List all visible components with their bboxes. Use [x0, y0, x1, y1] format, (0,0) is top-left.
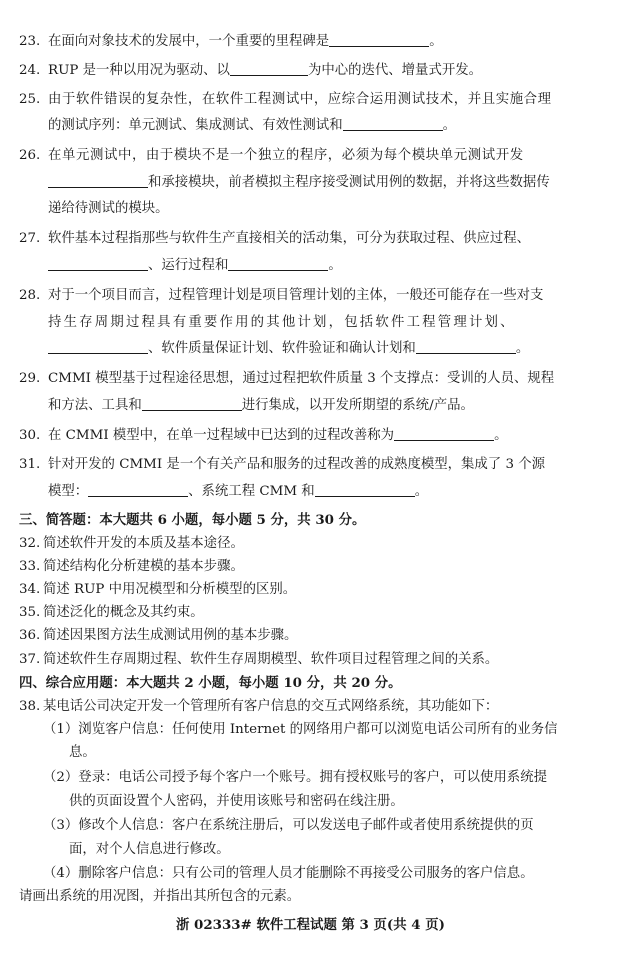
- question-text: 模型：: [48, 484, 89, 499]
- answer-blank: [48, 175, 148, 188]
- question-text: 、系统工程 CMM 和: [188, 484, 315, 499]
- item-text: （3）修改个人信息：客户在系统注册后，可以发送电子邮件或者使用系统提供的页: [43, 818, 534, 833]
- question-text: 软件基本过程指那些与软件生产直接相关的活动集，可分为获取过程、供应过程、: [48, 231, 531, 246]
- question-number: 26.: [19, 148, 41, 163]
- answer-blank: [416, 341, 516, 354]
- page-footer: 浙 02333# 软件工程试题 第 3 页(共 4 页): [175, 917, 446, 933]
- question-number: 36.: [19, 628, 41, 643]
- question-number: 25.: [19, 92, 41, 107]
- question-text: 和承接模块，前者模拟主程序接受测试用例的数据，并将这些数据传: [148, 175, 550, 190]
- section-title: 四、综合应用题：本大题共 2 小题，每小题 10 分，共 20 分。: [19, 675, 402, 691]
- question-text-end: 。: [442, 118, 456, 133]
- question-text: 针对开发的 CMMI 是一个有关产品和服务的过程改善的成熟度模型，集成了 3 个源: [48, 457, 546, 472]
- question-number: 34.: [19, 582, 41, 597]
- question-text: 简述结构化分析建模的基本步骤。: [43, 559, 244, 574]
- item-text: （1）浏览客户信息：任何使用 Internet 的网络用户都可以浏览电话公司所有的业务信: [43, 722, 558, 737]
- question-number: 23.: [19, 34, 41, 49]
- answer-blank: [315, 484, 415, 497]
- question-text: 请画出系统的用况图，并指出其所包含的元素。: [19, 889, 301, 904]
- question-number: 32.: [19, 536, 41, 551]
- question-text: 简述因果图方法生成测试用例的基本步骤。: [43, 628, 298, 643]
- question-text: 简述软件开发的本质及基本途径。: [43, 536, 244, 551]
- question-number: 24.: [19, 63, 41, 78]
- section-title: 三、简答题：本大题共 6 小题，每小题 5 分，共 30 分。: [19, 512, 366, 528]
- question-text: 和方法、工具和: [48, 398, 142, 413]
- question-text: 简述泛化的概念及其约束。: [43, 605, 204, 620]
- question-number: 33.: [19, 559, 41, 574]
- question-text-end: 。: [328, 258, 342, 273]
- question-number: 27.: [19, 231, 41, 246]
- question-number: 35.: [19, 605, 41, 620]
- question-text: RUP 是一种以用况为驱动、以: [48, 63, 230, 78]
- question-text: 的测试序列：单元测试、集成测试、有效性测试和: [48, 118, 343, 133]
- question-text-end: 。: [414, 484, 429, 499]
- answer-blank: [230, 63, 308, 76]
- question-text-end: 。: [429, 34, 443, 49]
- question-text: 递给待测试的模块。: [48, 201, 169, 216]
- question-text: 在单元测试中，由于模块不是一个独立的程序，必须为每个模块单元测试开发: [48, 148, 524, 163]
- answer-blank: [228, 258, 328, 271]
- question-text: 、运行过程和: [148, 258, 229, 273]
- answer-blank: [329, 34, 429, 47]
- question-text: CMMI 模型基于过程途径思想，通过过程把软件质量 3 个支撑点：受训的人员、规程: [48, 371, 555, 386]
- answer-blank: [343, 118, 443, 131]
- answer-blank: [48, 341, 148, 354]
- question-text: 持生存周期过程具有重要作用的其他计划，包括软件工程管理计划、: [48, 315, 516, 330]
- question-text-end: 。: [494, 428, 508, 443]
- question-text: 简述软件生存周期过程、软件生存周期模型、软件项目过程管理之间的关系。: [43, 652, 499, 667]
- question-text-end: 进行集成，以开发所期望的系统/产品。: [241, 398, 474, 413]
- answer-blank: [394, 428, 494, 441]
- question-number: 38.: [19, 699, 41, 714]
- item-text: 息。: [69, 745, 96, 760]
- item-text: （4）删除客户信息：只有公司的管理人员才能删除不再接受公司服务的客户信息。: [43, 866, 534, 881]
- answer-blank: [48, 258, 148, 271]
- question-text: 在 CMMI 模型中，在单一过程域中已达到的过程改善称为: [48, 428, 395, 443]
- item-text: （2）登录：电话公司授予每个客户一个账号。拥有授权账号的客户，可以使用系统提: [43, 770, 547, 785]
- question-text: 简述 RUP 中用况模型和分析模型的区别。: [43, 582, 297, 597]
- question-number: 28.: [19, 288, 41, 303]
- question-text-end: 为中心的迭代、增量式开发。: [307, 63, 483, 78]
- question-text: 某电话公司决定开发一个管理所有客户信息的交互式网络系统，其功能如下：: [43, 699, 499, 714]
- question-text: 由于软件错误的复杂性，在软件工程测试中，应综合运用测试技术，并且实施合理: [48, 92, 552, 107]
- answer-blank: [142, 398, 242, 411]
- question-text: 对于一个项目而言，过程管理计划是项目管理计划的主体，一般还可能存在一些对支: [48, 288, 544, 303]
- answer-blank: [88, 484, 188, 497]
- question-text-end: 。: [515, 341, 530, 356]
- item-text: 供的页面设置个人密码，并使用该账号和密码在线注册。: [69, 794, 404, 809]
- question-text: 、软件质量保证计划、软件验证和确认计划和: [148, 341, 416, 356]
- question-number: 37.: [19, 652, 41, 667]
- question-number: 31.: [19, 457, 41, 472]
- item-text: 面，对个人信息进行修改。: [69, 842, 230, 857]
- question-text: 在面向对象技术的发展中，一个重要的里程碑是: [48, 34, 330, 49]
- question-number: 29.: [19, 371, 41, 386]
- question-number: 30.: [19, 428, 41, 443]
